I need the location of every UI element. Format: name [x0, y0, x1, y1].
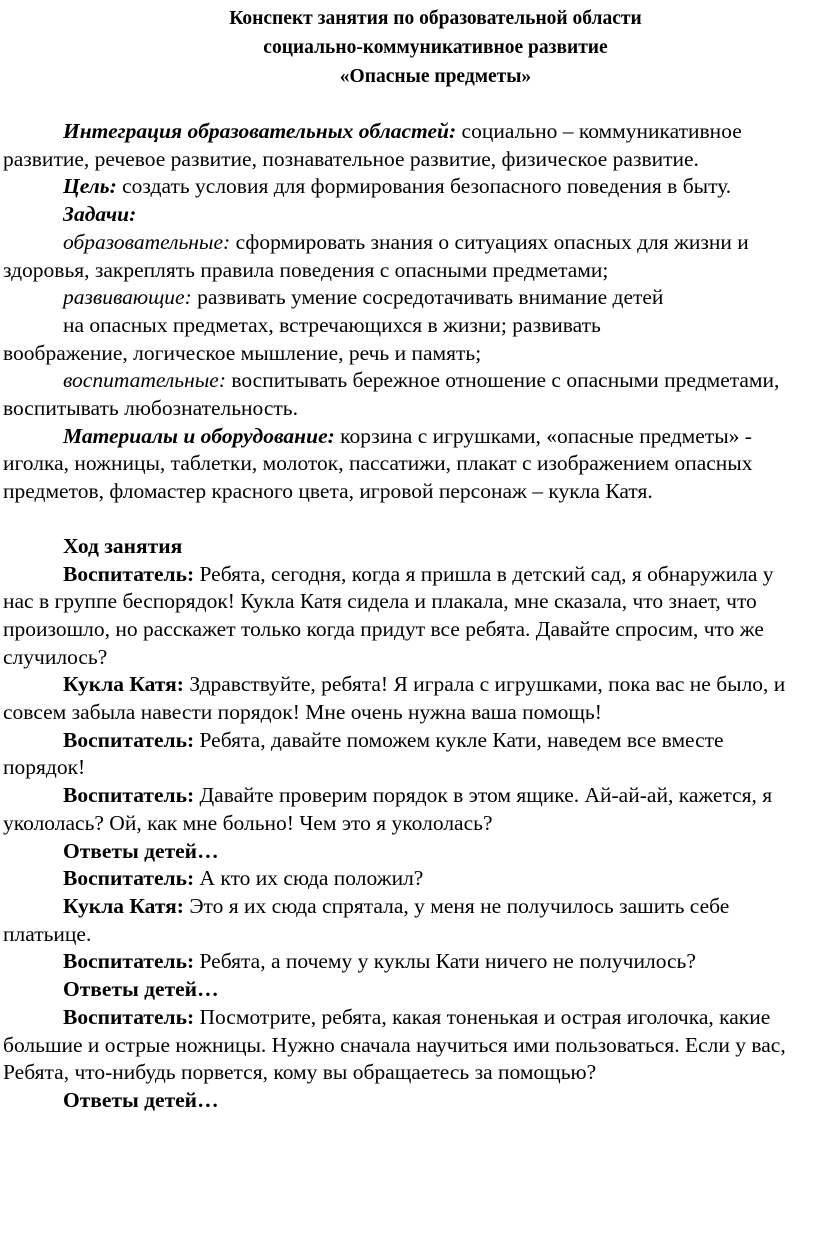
dialogue-speaker: Воспитатель: [63, 866, 195, 891]
goal-paragraph [3, 173, 808, 201]
dev-task-line2 [3, 312, 808, 340]
edu-task-paragraph [3, 229, 808, 284]
dialogue-speaker: Воспитатель: [63, 1004, 195, 1029]
upbringing-text: воспитывать бережное отношение с опасными предметами, воспитывать любознательность. [3, 368, 780, 421]
dialogue-line [3, 782, 808, 837]
upbringing-label: воспитательные: [63, 368, 227, 393]
title-line-3: «Опасные предметы» [339, 66, 532, 87]
dev-task-line3 [3, 340, 808, 368]
integration-label: Интеграция образовательных областей: [63, 119, 457, 143]
dialogue-text: Посмотрите, ребята, какая тоненькая и острая иголочка, какие большие и острые ножницы. Нужно сначала научиться ими пользоваться. Если у вас, Ребята, что-нибудь порвется, кому вы обращаетесь за помощью? [3, 1004, 786, 1085]
dialogue-line [3, 671, 808, 726]
dialogue-text: Ребята, а почему у куклы Кати ничего не получилось? [194, 949, 696, 974]
dev-text-line1: развивать умение сосредотачивать внимание детей [191, 285, 664, 310]
materials-paragraph [3, 423, 808, 506]
dialogue-text: Здравствуйте, ребята! Я играла с игрушками, пока вас не было, и совсем забыла навести порядок! Мне очень нужна ваша помощь! [3, 672, 786, 725]
goal-text: создать условия для формирования безопасного поведения в быту. [116, 174, 732, 199]
dev-label: развивающие: [63, 285, 192, 310]
edu-text: сформировать знания о ситуациях опасных для жизни и здоровья, закреплять правила поведения с опасными предметами; [3, 229, 749, 282]
dialogue-speaker: Ответы детей… [63, 838, 219, 863]
lesson-heading [3, 533, 808, 561]
dialogue-speaker: Кукла Катя: [63, 672, 184, 697]
title-line-1: Конспект занятия по образовательной области [229, 8, 642, 29]
dialogue-line [3, 1087, 808, 1115]
title-line-2: социально-коммуникативное развитие [263, 37, 608, 58]
dialogue-speaker: Воспитатель: [63, 949, 195, 974]
edu-label: образовательные: [63, 229, 231, 254]
dialogue-speaker: Воспитатель: [63, 561, 195, 586]
dialogue-line [3, 727, 808, 782]
dialogue-speaker: Ответы детей… [63, 977, 219, 1002]
tasks-label: Задачи: [63, 202, 137, 227]
dialogue-speaker: Ответы детей… [63, 1087, 219, 1112]
lesson-heading-text: Ход занятия [63, 533, 183, 558]
spacer [3, 91, 808, 118]
spacer [3, 506, 808, 533]
dialogue-speaker: Кукла Катя: [63, 893, 184, 918]
dialogue-text: А кто их сюда положил? [194, 866, 424, 891]
integration-paragraph [3, 118, 808, 173]
upbringing-task-paragraph [3, 367, 808, 422]
dev-text-rest: воображение, логическое мышление, речь и память; [3, 340, 482, 365]
dialogue-line [3, 865, 808, 893]
dialogue-line [3, 976, 808, 1004]
tasks-heading [3, 201, 808, 229]
dev-task-paragraph [3, 284, 808, 312]
dialogue-line [3, 1004, 808, 1087]
dialogue-line [3, 893, 808, 948]
dialogue-text: Давайте проверим порядок в этом ящике. Ай-ай-ай, кажется, я укололась? Ой, как мне больно! Чем это я укололась? [3, 783, 773, 835]
dialogue-text: Ребята, давайте поможем кукле Кати, наведем все вместе порядок! [3, 727, 724, 780]
document-title [3, 4, 808, 91]
goal-label: Цель: [63, 174, 117, 199]
dialogue-speaker: Воспитатель: [63, 727, 195, 752]
dialogue-line [3, 561, 808, 672]
integration-text: социально – коммуникативное развитие, речевое развитие, познавательное развитие, физическое развитие. [3, 119, 742, 171]
dev-text-line2: на опасных предметах, встречающихся в жизни; развивать [63, 312, 601, 337]
dialogue-speaker: Воспитатель: [63, 783, 195, 808]
dialogue-line [3, 948, 808, 976]
materials-label: Материалы и оборудование: [63, 423, 335, 448]
materials-text: корзина с игрушками, «опасные предметы» - иголка, ножницы, таблетки, молоток, пассатижи, плакат с изображением опасных предметов, фломастер красного цвета, игровой персонаж – кукла Катя. [3, 423, 753, 504]
dialogue-text: Это я их сюда спрятала, у меня не получилось зашить себе платьице. [3, 893, 730, 946]
dialogue-text: Ребята, сегодня, когда я пришла в детский сад, я обнаружила у нас в группе беспорядок! Кукла Катя сидела и плакала, мне сказала, что знает, что произошло, но расскажет только когда придут все ребята. Давайте спросим, что же случилось? [3, 561, 774, 669]
dialogue-line [3, 838, 808, 866]
